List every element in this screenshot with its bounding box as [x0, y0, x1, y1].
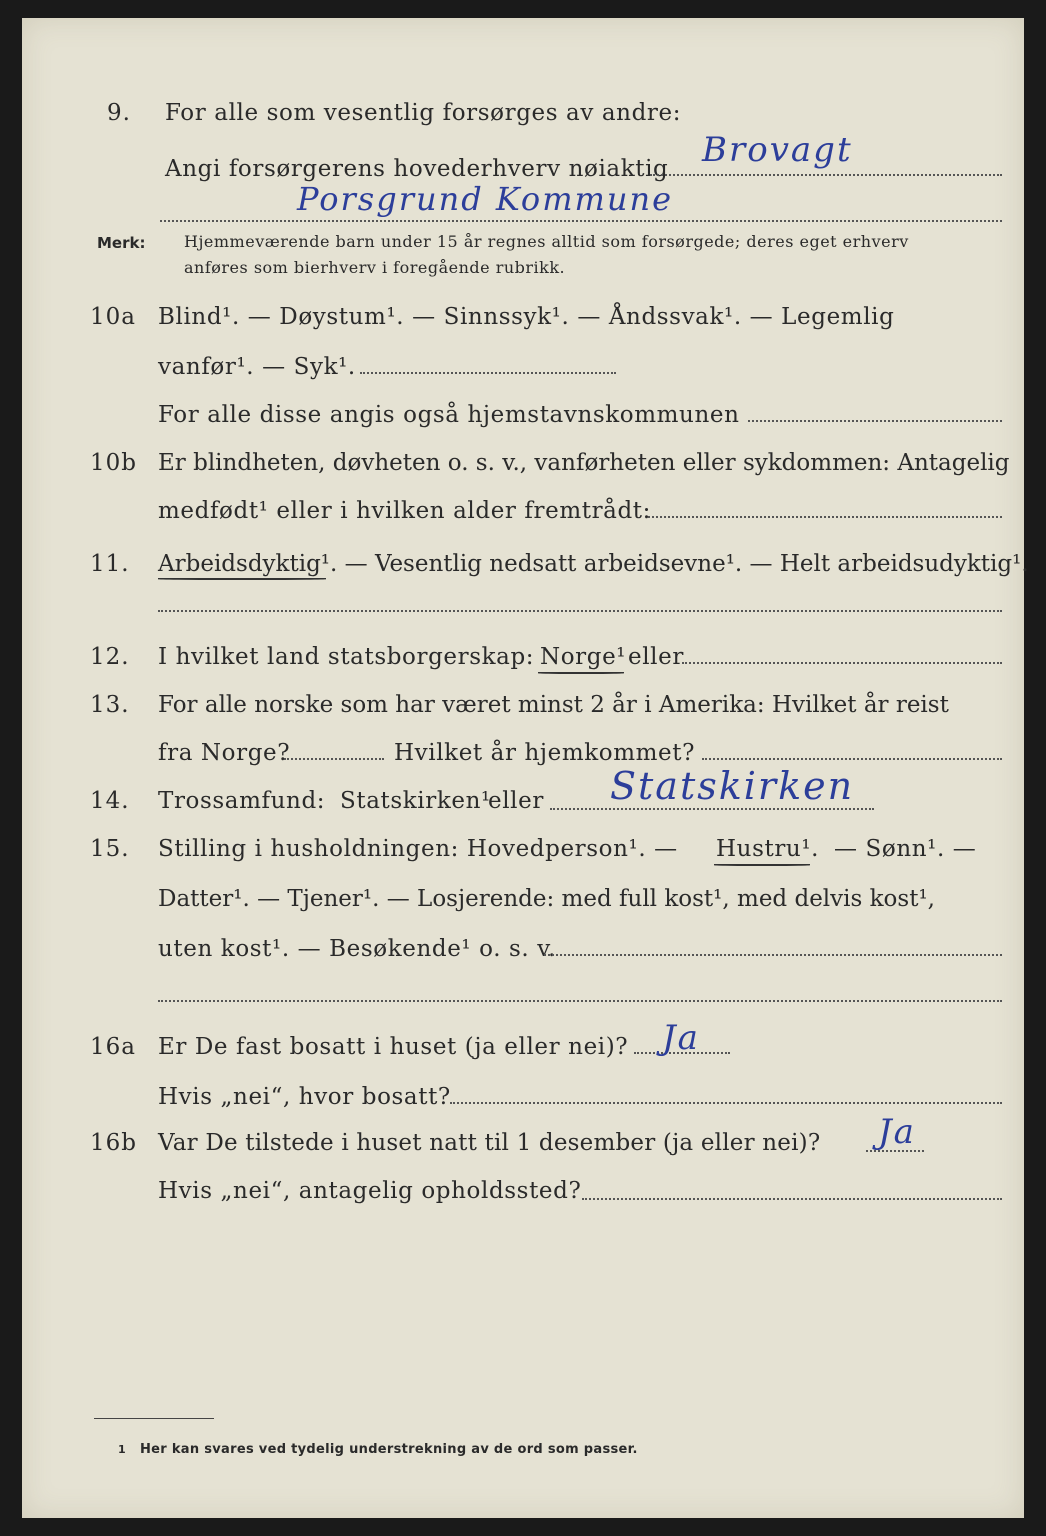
q10a-line2: vanfør¹. — Syk¹.	[158, 354, 356, 380]
q13-hjem-line	[702, 758, 1002, 760]
q9-handwritten-answer2: Porsgrund Kommune	[297, 180, 674, 218]
q9-number: 9.	[107, 100, 131, 126]
q16a-handwritten-answer: Ja	[662, 1018, 700, 1058]
q16a-bosatt-line	[450, 1102, 1002, 1104]
merk-line2: anføres som bierhverv i foregående rubrikk.	[184, 258, 566, 277]
q13-line1: For alle norske som har været minst 2 år i Amerika: Hvilket år reist	[158, 692, 949, 718]
q15-extra-line	[158, 1000, 1002, 1002]
q14-handwritten-answer: Statskirken	[610, 764, 855, 808]
q13-line2a: fra Norge?	[158, 740, 291, 766]
merk-line1: Hjemmeværende barn under 15 år regnes alltid som forsørgede; deres eget erhverv	[184, 232, 909, 251]
q10b-number: 10b	[90, 450, 137, 476]
q12-number: 12.	[90, 644, 130, 670]
q15-answer-underline	[714, 864, 810, 866]
q9-line1: For alle som vesentlig forsørges av andre:	[165, 100, 682, 126]
q16a-line1: Er De fast bosatt i huset (ja eller nei)?	[158, 1034, 629, 1060]
q12-option: Norge¹	[540, 644, 627, 670]
q12-line1: I hvilket land statsborgerskap:	[158, 644, 535, 670]
q14-rest: eller	[488, 788, 544, 814]
census-form-page	[22, 18, 1029, 1518]
q15-line1b: Hustru¹.	[716, 836, 820, 862]
q10a-line2-dots	[360, 372, 616, 374]
q16b-handwritten-answer: Ja	[878, 1112, 916, 1152]
q14-label: Trossamfund:	[158, 788, 326, 814]
merk-label: Merk:	[97, 234, 146, 252]
q16a-line2: Hvis „nei“, hvor bosatt?	[158, 1084, 451, 1110]
q16b-number: 16b	[90, 1130, 137, 1156]
q16b-opholdssted-line	[582, 1198, 1002, 1200]
q12-rest: eller	[628, 644, 684, 670]
q16b-line2: Hvis „nei“, antagelig opholdssted?	[158, 1178, 582, 1204]
q9-line2: Angi forsørgerens hovederhverv nøiaktig	[165, 156, 669, 182]
q15-line1a: Stilling i husholdningen: Hovedperson¹. —	[158, 836, 678, 862]
q14-answer-line	[550, 808, 874, 810]
footnote-text: Her kan svares ved tydelig understrekning av de ord som passer.	[140, 1442, 638, 1457]
q16a-number: 16a	[90, 1034, 136, 1060]
q9-handwritten-answer1: Brovagt	[702, 130, 853, 170]
q11-number: 11.	[90, 551, 130, 577]
q16b-line1: Var De tilstede i huset natt til 1 desember (ja eller nei)?	[158, 1130, 821, 1156]
q14-option: Statskirken¹	[340, 788, 491, 814]
q11-extra-line	[158, 610, 1002, 612]
q14-number: 14.	[90, 788, 130, 814]
q13-line2b: Hvilket år hjemkommet?	[394, 740, 696, 766]
footnote-mark: 1	[118, 1443, 126, 1456]
q12-answer-underline	[538, 672, 624, 674]
q10b-line1: Er blindheten, døvheten o. s. v., vanførheten eller sykdommen: Antagelig	[158, 450, 1010, 476]
q15-line2: Datter¹. — Tjener¹. — Losjerende: med full kost¹, med delvis kost¹,	[158, 886, 935, 912]
q15-answer-line	[544, 954, 1002, 956]
footnote-divider	[94, 1418, 214, 1419]
q10b-line2: medfødt¹ eller i hvilken alder fremtrådt:	[158, 498, 651, 524]
q11-line1: Arbeidsdyktig¹. — Vesentlig nedsatt arbeidsevne¹. — Helt arbeidsudyktig¹.	[158, 551, 1029, 577]
q13-reist-line	[284, 758, 384, 760]
q12-answer-line	[682, 662, 1002, 664]
q15-line3: uten kost¹. — Besøkende¹ o. s. v.	[158, 936, 557, 962]
q10a-line1: Blind¹. — Døystum¹. — Sinnssyk¹. — Åndssvak¹. — Legemlig	[158, 304, 895, 330]
q9-answer-line-2	[160, 220, 1002, 222]
q11-answer-underline	[158, 578, 326, 580]
q10a-answer-line	[748, 420, 1002, 422]
q10b-answer-line	[648, 516, 1002, 518]
q15-line1c: — Sønn¹. —	[834, 836, 977, 862]
q10a-number: 10a	[90, 304, 136, 330]
q9-answer-line	[650, 174, 1002, 176]
q15-number: 15.	[90, 836, 130, 862]
q13-number: 13.	[90, 692, 130, 718]
q10a-line3: For alle disse angis også hjemstavnskommunen	[158, 402, 740, 428]
